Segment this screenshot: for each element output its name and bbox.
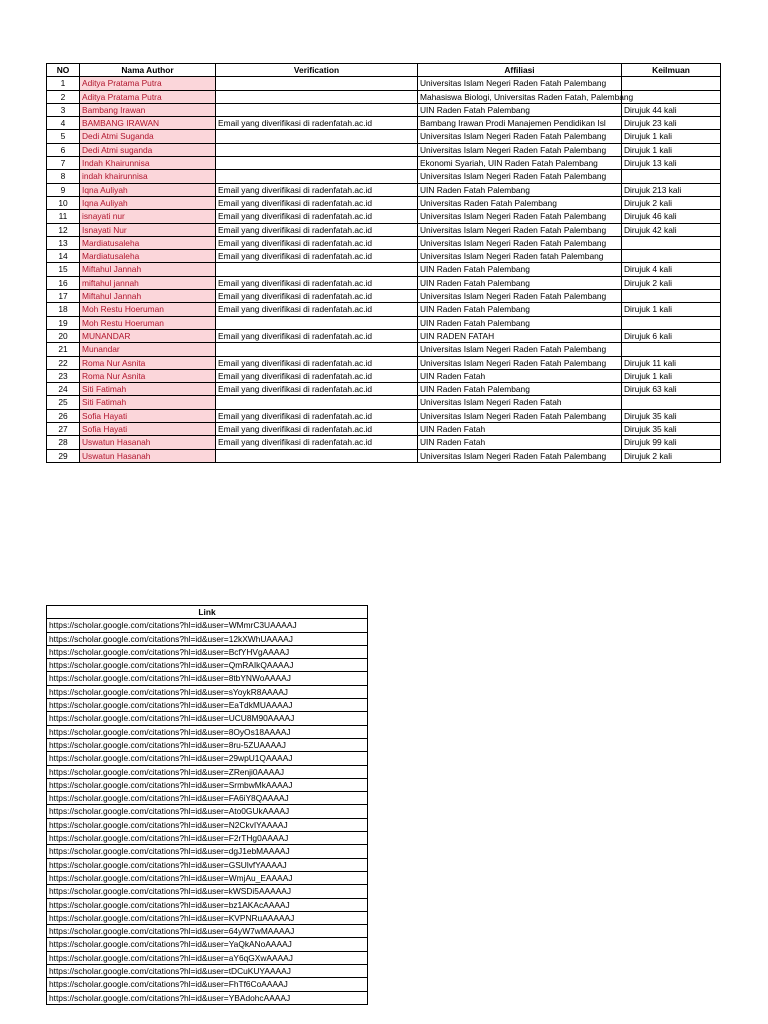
cell-link: https://scholar.google.com/citations?hl=id&user=kWSDi5AAAAAJ bbox=[47, 885, 368, 898]
table-row bbox=[47, 818, 368, 831]
cell-link: https://scholar.google.com/citations?hl=id&user=tDCuKUYAAAAJ bbox=[47, 965, 368, 978]
cell-nama-author: Roma Nur Asnita bbox=[80, 369, 216, 382]
cell-no: 9 bbox=[47, 183, 80, 196]
header-nama-author: Nama Author bbox=[80, 64, 216, 77]
cell-no: 12 bbox=[47, 223, 80, 236]
header-no: NO bbox=[47, 64, 80, 77]
cell-keilmuan: Dirujuk 1 kali bbox=[622, 143, 721, 156]
table-row bbox=[47, 130, 721, 143]
cell-verification bbox=[216, 77, 418, 90]
cell-verification: Email yang diverifikasi di radenfatah.ac.id bbox=[216, 329, 418, 342]
cell-link: https://scholar.google.com/citations?hl=id&user=aY6qGXwAAAAJ bbox=[47, 951, 368, 964]
cell-link: https://scholar.google.com/citations?hl=id&user=N2CkvIYAAAAJ bbox=[47, 818, 368, 831]
cell-verification bbox=[216, 396, 418, 409]
cell-link: https://scholar.google.com/citations?hl=id&user=dgJ1ebMAAAAJ bbox=[47, 845, 368, 858]
cell-affiliasi: Universitas Islam Negeri Raden Fatah Palembang bbox=[418, 170, 622, 183]
cell-affiliasi: UIN Raden Fatah Palembang bbox=[418, 103, 622, 116]
cell-no: 1 bbox=[47, 77, 80, 90]
cell-affiliasi: UIN Raden Fatah bbox=[418, 436, 622, 449]
cell-affiliasi: UIN RADEN FATAH bbox=[418, 329, 622, 342]
cell-nama-author: Dedi Atmi Suganda bbox=[80, 130, 216, 143]
cell-link: https://scholar.google.com/citations?hl=id&user=sYoykR8AAAAJ bbox=[47, 685, 368, 698]
cell-no: 14 bbox=[47, 250, 80, 263]
table-row bbox=[47, 632, 368, 645]
cell-no: 22 bbox=[47, 356, 80, 369]
cell-link: https://scholar.google.com/citations?hl=id&user=29wpU1QAAAAJ bbox=[47, 752, 368, 765]
cell-no: 26 bbox=[47, 409, 80, 422]
cell-nama-author: Uswatun Hasanah bbox=[80, 449, 216, 462]
cell-keilmuan: Dirujuk 2 kali bbox=[622, 449, 721, 462]
cell-nama-author: BAMBANG IRAWAN bbox=[80, 117, 216, 130]
cell-affiliasi: Ekonomi Syariah, UIN Raden Fatah Palembang bbox=[418, 157, 622, 170]
cell-keilmuan: Dirujuk 44 kali bbox=[622, 103, 721, 116]
cell-link: https://scholar.google.com/citations?hl=id&user=KVPNRuAAAAAJ bbox=[47, 911, 368, 924]
table-row bbox=[47, 991, 368, 1004]
cell-nama-author: Uswatun Hasanah bbox=[80, 436, 216, 449]
table-row bbox=[47, 436, 721, 449]
cell-nama-author: Aditya Pratama Putra bbox=[80, 77, 216, 90]
cell-keilmuan: Dirujuk 1 kali bbox=[622, 369, 721, 382]
table-row bbox=[47, 832, 368, 845]
author-table bbox=[46, 63, 721, 463]
table-row bbox=[47, 805, 368, 818]
cell-nama-author: Bambang Irawan bbox=[80, 103, 216, 116]
cell-no: 19 bbox=[47, 316, 80, 329]
cell-affiliasi: UIN Raden Fatah bbox=[418, 423, 622, 436]
cell-nama-author: Sofia Hayati bbox=[80, 423, 216, 436]
cell-keilmuan: Dirujuk 2 kali bbox=[622, 196, 721, 209]
cell-link: https://scholar.google.com/citations?hl=id&user=12kXWhUAAAAJ bbox=[47, 632, 368, 645]
cell-keilmuan bbox=[622, 236, 721, 249]
cell-no: 3 bbox=[47, 103, 80, 116]
cell-nama-author: Mardiatusaleha bbox=[80, 236, 216, 249]
cell-verification: Email yang diverifikasi di radenfatah.ac.id bbox=[216, 236, 418, 249]
table-row bbox=[47, 383, 721, 396]
cell-verification: Email yang diverifikasi di radenfatah.ac.id bbox=[216, 409, 418, 422]
table-row bbox=[47, 276, 721, 289]
table-row bbox=[47, 250, 721, 263]
cell-no: 24 bbox=[47, 383, 80, 396]
cell-keilmuan: Dirujuk 11 kali bbox=[622, 356, 721, 369]
cell-keilmuan bbox=[622, 343, 721, 356]
table-row bbox=[47, 223, 721, 236]
cell-link: https://scholar.google.com/citations?hl=id&user=FhTf6CoAAAAJ bbox=[47, 978, 368, 991]
table-row bbox=[47, 303, 721, 316]
table-row bbox=[47, 449, 721, 462]
cell-link: https://scholar.google.com/citations?hl=id&user=EaTdkMUAAAAJ bbox=[47, 699, 368, 712]
cell-verification: Email yang diverifikasi di radenfatah.ac.id bbox=[216, 196, 418, 209]
cell-keilmuan bbox=[622, 316, 721, 329]
table-row bbox=[47, 329, 721, 342]
cell-nama-author: Aditya Pratama Putra bbox=[80, 90, 216, 103]
cell-link: https://scholar.google.com/citations?hl=id&user=WMmrC3UAAAAJ bbox=[47, 619, 368, 632]
author-table-header-row bbox=[47, 64, 721, 77]
cell-no: 25 bbox=[47, 396, 80, 409]
cell-nama-author: Dedi Atmi suganda bbox=[80, 143, 216, 156]
cell-no: 6 bbox=[47, 143, 80, 156]
cell-nama-author: Iqna Auliyah bbox=[80, 196, 216, 209]
cell-keilmuan bbox=[622, 290, 721, 303]
cell-affiliasi: Universitas Islam Negeri Raden Fatah Palembang bbox=[418, 143, 622, 156]
cell-link: https://scholar.google.com/citations?hl=id&user=UCU8M90AAAAJ bbox=[47, 712, 368, 725]
cell-affiliasi: UIN Raden Fatah Palembang bbox=[418, 276, 622, 289]
cell-nama-author: Sofia Hayati bbox=[80, 409, 216, 422]
cell-verification bbox=[216, 103, 418, 116]
cell-keilmuan bbox=[622, 77, 721, 90]
cell-affiliasi: Universitas Islam Negeri Raden Fatah Palembang bbox=[418, 210, 622, 223]
cell-keilmuan: Dirujuk 4 kali bbox=[622, 263, 721, 276]
cell-nama-author: Siti Fatimah bbox=[80, 396, 216, 409]
cell-nama-author: Mardiatusaleha bbox=[80, 250, 216, 263]
cell-keilmuan: Dirujuk 35 kali bbox=[622, 409, 721, 422]
cell-affiliasi: Universitas Raden Fatah Palembang bbox=[418, 196, 622, 209]
cell-affiliasi: Universitas Islam Negeri Raden Fatah Palembang bbox=[418, 343, 622, 356]
cell-verification bbox=[216, 170, 418, 183]
header-keilmuan: Keilmuan bbox=[622, 64, 721, 77]
table-row bbox=[47, 752, 368, 765]
table-row bbox=[47, 356, 721, 369]
cell-affiliasi: Universitas Islam Negeri Raden Fatah Palembang bbox=[418, 356, 622, 369]
cell-verification: Email yang diverifikasi di radenfatah.ac.id bbox=[216, 436, 418, 449]
table-row bbox=[47, 423, 721, 436]
cell-verification: Email yang diverifikasi di radenfatah.ac.id bbox=[216, 117, 418, 130]
table-row bbox=[47, 369, 721, 382]
cell-affiliasi: Universitas Islam Negeri Raden Fatah Palembang bbox=[418, 290, 622, 303]
cell-verification bbox=[216, 343, 418, 356]
table-row bbox=[47, 236, 721, 249]
cell-keilmuan: Dirujuk 35 kali bbox=[622, 423, 721, 436]
cell-no: 7 bbox=[47, 157, 80, 170]
table-row bbox=[47, 885, 368, 898]
cell-keilmuan: Dirujuk 63 kali bbox=[622, 383, 721, 396]
cell-verification bbox=[216, 316, 418, 329]
cell-affiliasi: Universitas Islam Negeri Raden Fatah Palembang bbox=[418, 77, 622, 90]
header-link: Link bbox=[47, 606, 368, 619]
cell-no: 11 bbox=[47, 210, 80, 223]
cell-nama-author: isnayati nur bbox=[80, 210, 216, 223]
cell-keilmuan: Dirujuk 42 kali bbox=[622, 223, 721, 236]
cell-affiliasi: Universitas Islam Negeri Raden Fatah Palembang bbox=[418, 409, 622, 422]
table-row bbox=[47, 712, 368, 725]
table-row bbox=[47, 978, 368, 991]
table-row bbox=[47, 170, 721, 183]
cell-verification bbox=[216, 157, 418, 170]
table-row bbox=[47, 778, 368, 791]
cell-link: https://scholar.google.com/citations?hl=id&user=F2rTHg0AAAAJ bbox=[47, 832, 368, 845]
cell-keilmuan bbox=[622, 396, 721, 409]
cell-nama-author: Munandar bbox=[80, 343, 216, 356]
cell-link: https://scholar.google.com/citations?hl=id&user=ZRenji0AAAAJ bbox=[47, 765, 368, 778]
table-row bbox=[47, 672, 368, 685]
table-row bbox=[47, 858, 368, 871]
cell-verification: Email yang diverifikasi di radenfatah.ac.id bbox=[216, 383, 418, 396]
table-row bbox=[47, 117, 721, 130]
cell-keilmuan: Dirujuk 2 kali bbox=[622, 276, 721, 289]
cell-verification: Email yang diverifikasi di radenfatah.ac.id bbox=[216, 423, 418, 436]
cell-keilmuan: Dirujuk 1 kali bbox=[622, 130, 721, 143]
table-row bbox=[47, 196, 721, 209]
table-row bbox=[47, 792, 368, 805]
table-row bbox=[47, 725, 368, 738]
cell-verification: Email yang diverifikasi di radenfatah.ac.id bbox=[216, 250, 418, 263]
cell-affiliasi: UIN Raden Fatah Palembang bbox=[418, 303, 622, 316]
cell-verification: Email yang diverifikasi di radenfatah.ac.id bbox=[216, 183, 418, 196]
cell-verification: Email yang diverifikasi di radenfatah.ac.id bbox=[216, 369, 418, 382]
table-row bbox=[47, 765, 368, 778]
cell-no: 17 bbox=[47, 290, 80, 303]
table-row bbox=[47, 263, 721, 276]
table-row bbox=[47, 845, 368, 858]
table-row bbox=[47, 103, 721, 116]
cell-nama-author: Roma Nur Asnita bbox=[80, 356, 216, 369]
table-row bbox=[47, 157, 721, 170]
cell-affiliasi: Universitas Islam Negeri Raden Fatah Palembang bbox=[418, 449, 622, 462]
table-row bbox=[47, 290, 721, 303]
cell-link: https://scholar.google.com/citations?hl=id&user=Ato0GUkAAAAJ bbox=[47, 805, 368, 818]
cell-verification bbox=[216, 90, 418, 103]
table-row bbox=[47, 965, 368, 978]
cell-link: https://scholar.google.com/citations?hl=id&user=8OyOs18AAAAJ bbox=[47, 725, 368, 738]
cell-link: https://scholar.google.com/citations?hl=id&user=WmjAu_EAAAAJ bbox=[47, 871, 368, 884]
cell-link: https://scholar.google.com/citations?hl=id&user=GSUlvfYAAAAJ bbox=[47, 858, 368, 871]
cell-keilmuan: Dirujuk 46 kali bbox=[622, 210, 721, 223]
cell-nama-author: MUNANDAR bbox=[80, 329, 216, 342]
cell-nama-author: Moh Restu Hoeruman bbox=[80, 303, 216, 316]
header-affiliasi: Affiliasi bbox=[418, 64, 622, 77]
cell-affiliasi: UIN Raden Fatah Palembang bbox=[418, 183, 622, 196]
cell-nama-author: Miftahul Jannah bbox=[80, 290, 216, 303]
table-row bbox=[47, 343, 721, 356]
cell-link: https://scholar.google.com/citations?hl=id&user=bz1AKAcAAAAJ bbox=[47, 898, 368, 911]
cell-link: https://scholar.google.com/citations?hl=id&user=YaQkANoAAAAJ bbox=[47, 938, 368, 951]
cell-affiliasi: Mahasiswa Biologi, Universitas Raden Fatah, Palembang bbox=[418, 90, 622, 103]
cell-affiliasi: Universitas Islam Negeri Raden Fatah Palembang bbox=[418, 130, 622, 143]
cell-link: https://scholar.google.com/citations?hl=id&user=YBAdohcAAAAJ bbox=[47, 991, 368, 1004]
cell-nama-author: Indah Khairunnisa bbox=[80, 157, 216, 170]
cell-verification bbox=[216, 143, 418, 156]
cell-keilmuan: Dirujuk 99 kali bbox=[622, 436, 721, 449]
cell-verification: Email yang diverifikasi di radenfatah.ac.id bbox=[216, 223, 418, 236]
link-table-header-row bbox=[47, 606, 368, 619]
cell-affiliasi: Universitas Islam Negeri Raden Fatah bbox=[418, 396, 622, 409]
cell-link: https://scholar.google.com/citations?hl=id&user=8tbYNWoAAAAJ bbox=[47, 672, 368, 685]
table-row bbox=[47, 951, 368, 964]
cell-affiliasi: UIN Raden Fatah bbox=[418, 369, 622, 382]
table-row bbox=[47, 659, 368, 672]
table-row bbox=[47, 898, 368, 911]
table-row bbox=[47, 183, 721, 196]
cell-affiliasi: UIN Raden Fatah Palembang bbox=[418, 263, 622, 276]
cell-verification bbox=[216, 449, 418, 462]
table-row bbox=[47, 685, 368, 698]
cell-no: 4 bbox=[47, 117, 80, 130]
cell-no: 10 bbox=[47, 196, 80, 209]
table-row bbox=[47, 409, 721, 422]
cell-verification: Email yang diverifikasi di radenfatah.ac.id bbox=[216, 276, 418, 289]
author-table-body bbox=[47, 77, 721, 463]
cell-no: 28 bbox=[47, 436, 80, 449]
table-row bbox=[47, 210, 721, 223]
table-row bbox=[47, 396, 721, 409]
table-row bbox=[47, 911, 368, 924]
table-row bbox=[47, 938, 368, 951]
cell-no: 16 bbox=[47, 276, 80, 289]
cell-nama-author: Iqna Auliyah bbox=[80, 183, 216, 196]
link-table-body bbox=[47, 619, 368, 1005]
cell-affiliasi: Bambang Irawan Prodi Manajemen Pendidikan Isl bbox=[418, 117, 622, 130]
cell-no: 5 bbox=[47, 130, 80, 143]
cell-keilmuan bbox=[622, 90, 721, 103]
cell-keilmuan: Dirujuk 23 kali bbox=[622, 117, 721, 130]
cell-no: 20 bbox=[47, 329, 80, 342]
cell-nama-author: indah khairunnisa bbox=[80, 170, 216, 183]
cell-no: 23 bbox=[47, 369, 80, 382]
cell-affiliasi: Universitas Islam Negeri Raden fatah Palembang bbox=[418, 250, 622, 263]
cell-no: 29 bbox=[47, 449, 80, 462]
cell-affiliasi: UIN Raden Fatah Palembang bbox=[418, 316, 622, 329]
cell-no: 13 bbox=[47, 236, 80, 249]
cell-link: https://scholar.google.com/citations?hl=id&user=8ru-5ZUAAAAJ bbox=[47, 738, 368, 751]
cell-no: 2 bbox=[47, 90, 80, 103]
cell-nama-author: Miftahul Jannah bbox=[80, 263, 216, 276]
cell-verification: Email yang diverifikasi di radenfatah.ac.id bbox=[216, 290, 418, 303]
cell-link: https://scholar.google.com/citations?hl=id&user=FA6iY8QAAAAJ bbox=[47, 792, 368, 805]
table-row bbox=[47, 77, 721, 90]
cell-no: 18 bbox=[47, 303, 80, 316]
cell-verification: Email yang diverifikasi di radenfatah.ac.id bbox=[216, 210, 418, 223]
cell-verification bbox=[216, 130, 418, 143]
cell-keilmuan: Dirujuk 213 kali bbox=[622, 183, 721, 196]
cell-keilmuan: Dirujuk 13 kali bbox=[622, 157, 721, 170]
cell-keilmuan bbox=[622, 250, 721, 263]
cell-link: https://scholar.google.com/citations?hl=id&user=QmRAIkQAAAAJ bbox=[47, 659, 368, 672]
cell-no: 8 bbox=[47, 170, 80, 183]
cell-nama-author: Moh Restu Hoeruman bbox=[80, 316, 216, 329]
table-row bbox=[47, 699, 368, 712]
cell-affiliasi: Universitas Islam Negeri Raden Fatah Palembang bbox=[418, 223, 622, 236]
table-row bbox=[47, 90, 721, 103]
cell-no: 15 bbox=[47, 263, 80, 276]
cell-no: 27 bbox=[47, 423, 80, 436]
table-row bbox=[47, 871, 368, 884]
cell-link: https://scholar.google.com/citations?hl=id&user=BcfYHVgAAAAJ bbox=[47, 645, 368, 658]
cell-nama-author: Isnayati Nur bbox=[80, 223, 216, 236]
cell-nama-author: miftahul jannah bbox=[80, 276, 216, 289]
link-table bbox=[46, 605, 368, 1005]
cell-nama-author: Siti Fatimah bbox=[80, 383, 216, 396]
cell-verification: Email yang diverifikasi di radenfatah.ac.id bbox=[216, 356, 418, 369]
header-verification: Verification bbox=[216, 64, 418, 77]
table-row bbox=[47, 619, 368, 632]
table-row bbox=[47, 143, 721, 156]
cell-verification bbox=[216, 263, 418, 276]
cell-keilmuan bbox=[622, 170, 721, 183]
cell-no: 21 bbox=[47, 343, 80, 356]
table-row bbox=[47, 925, 368, 938]
cell-verification: Email yang diverifikasi di radenfatah.ac.id bbox=[216, 303, 418, 316]
cell-keilmuan: Dirujuk 1 kali bbox=[622, 303, 721, 316]
cell-link: https://scholar.google.com/citations?hl=id&user=SrmbwMkAAAAJ bbox=[47, 778, 368, 791]
table-row bbox=[47, 645, 368, 658]
table-row bbox=[47, 316, 721, 329]
cell-link: https://scholar.google.com/citations?hl=id&user=64yW7wMAAAAJ bbox=[47, 925, 368, 938]
cell-affiliasi: Universitas Islam Negeri Raden Fatah Palembang bbox=[418, 236, 622, 249]
cell-affiliasi: UIN Raden Fatah Palembang bbox=[418, 383, 622, 396]
table-row bbox=[47, 738, 368, 751]
cell-keilmuan: Dirujuk 6 kali bbox=[622, 329, 721, 342]
